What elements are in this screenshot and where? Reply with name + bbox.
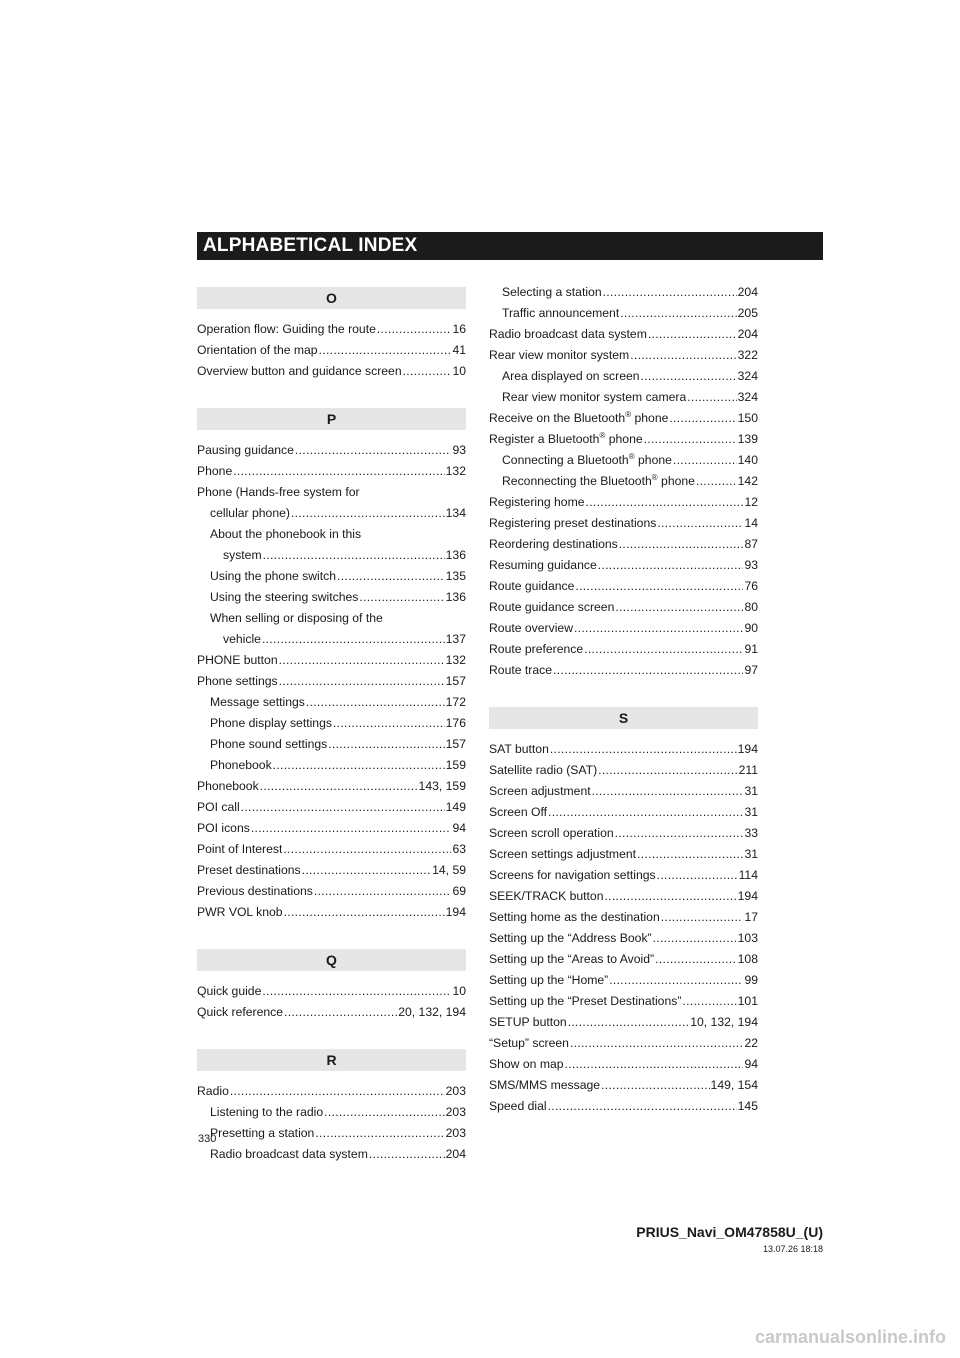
page-ref[interactable]: 150 [737, 411, 758, 425]
index-entry: PWR VOL knob ..... 194 [197, 902, 466, 923]
index-entry: Route preference ..... 91 [489, 639, 758, 660]
index-entry: Receive on the Bluetooth® phone ..... 150 [489, 408, 758, 429]
page-ref[interactable]: 90 [744, 621, 758, 635]
index-subentry: Area displayed on screen ..... 324 [489, 366, 758, 387]
page-ref[interactable]: 204 [737, 285, 758, 299]
page-ref[interactable]: 14, 59 [432, 863, 466, 877]
page-ref[interactable]: 135 [445, 569, 466, 583]
page-ref[interactable]: 99 [744, 973, 758, 987]
page-ref[interactable]: 31 [744, 784, 758, 798]
index-entry: SAT button ..... 194 [489, 739, 758, 760]
page-ref[interactable]: 132 [445, 653, 466, 667]
letter-heading-s: S [489, 707, 758, 729]
page-ref[interactable]: 157 [445, 737, 466, 751]
index-subentry: Using the steering switches ..... 136 [197, 587, 466, 608]
index-entry: POI call ..... 149 [197, 797, 466, 818]
page-number: 330 [198, 1133, 217, 1145]
index-entry: Reordering destinations ..... 87 [489, 534, 758, 555]
index-subentry: Phone display settings ..... 176 [197, 713, 466, 734]
page-ref[interactable]: 80 [744, 600, 758, 614]
index-entry: Preset destinations ..... 14, 59 [197, 860, 466, 881]
right-column [489, 282, 758, 1117]
page-ref[interactable]: 134 [445, 506, 466, 520]
page-ref[interactable]: 204 [737, 327, 758, 341]
page-ref[interactable]: 63 [452, 842, 466, 856]
page-ref[interactable]: 31 [744, 847, 758, 861]
index-entry: Orientation of the map ..... 41 [197, 340, 466, 361]
index-entry: Screen adjustment ..... 31 [489, 781, 758, 802]
watermark: carmanualsonline.info [754, 1327, 946, 1347]
page-ref[interactable]: 20, 132, 194 [398, 1005, 466, 1019]
index-entry: Setting up the “Preset Destinations” ..... 101 [489, 991, 758, 1012]
index-entry: Previous destinations ..... 69 [197, 881, 466, 902]
page-ref[interactable]: 91 [744, 642, 758, 656]
page-ref[interactable]: 103 [737, 931, 758, 945]
index-entry: Quick guide ..... 10 [197, 981, 466, 1002]
page-ref[interactable]: 10 [452, 984, 466, 998]
index-entry: Setting up the “Home” ..... 99 [489, 970, 758, 991]
index-subentry: Using the phone switch ..... 135 [197, 566, 466, 587]
index-entry: Show on map ..... 94 [489, 1054, 758, 1075]
letter-heading-o: O [197, 287, 466, 309]
index-entry: Speed dial ..... 145 [489, 1096, 758, 1117]
page-ref[interactable]: 87 [744, 537, 758, 551]
index-entry: Setting up the “Areas to Avoid” ..... 108 [489, 949, 758, 970]
index-entry: Route guidance ..... 76 [489, 576, 758, 597]
index-subentry: Presetting a station ..... 203 [197, 1123, 466, 1144]
index-subentry: vehicle ..... 137 [197, 629, 466, 650]
index-entry: POI icons ..... 94 [197, 818, 466, 839]
page-ref[interactable]: 139 [737, 432, 758, 446]
index-entry: Registering preset destinations ..... 14 [489, 513, 758, 534]
index-entry: SETUP button ..... 10, 132, 194 [489, 1012, 758, 1033]
page-ref[interactable]: 76 [744, 579, 758, 593]
index-subentry: Connecting a Bluetooth® phone ..... 140 [489, 450, 758, 471]
document-code: PRIUS_Navi_OM47858U_(U) [636, 1224, 823, 1240]
page-ref[interactable]: 137 [445, 632, 466, 646]
page-ref[interactable]: 93 [452, 443, 466, 457]
index-entry: Screen scroll operation ..... 33 [489, 823, 758, 844]
index-subentry-line: About the phonebook in this [210, 527, 362, 541]
page-ref[interactable]: 16 [452, 322, 466, 336]
index-entry: Route guidance screen ..... 80 [489, 597, 758, 618]
index-entry-line: Phone (Hands-free system for [197, 485, 360, 499]
section-header-bar [197, 232, 823, 260]
page-ref[interactable]: 324 [737, 369, 758, 383]
index-subentry: Selecting a station ..... 204 [489, 282, 758, 303]
page-ref[interactable]: 136 [445, 590, 466, 604]
page-ref[interactable]: 33 [744, 826, 758, 840]
index-entry: Radio broadcast data system ..... 204 [489, 324, 758, 345]
page-ref[interactable]: 149 [445, 800, 466, 814]
index-entry: PHONE button ..... 132 [197, 650, 466, 671]
page-ref[interactable]: 204 [445, 1147, 466, 1161]
index-subentry: Message settings ..... 172 [197, 692, 466, 713]
index-entry: Overview button and guidance screen ..... 10 [197, 361, 466, 382]
letter-heading-q: Q [197, 949, 466, 971]
index-entry: Resuming guidance ..... 93 [489, 555, 758, 576]
index-entry: Route overview ..... 90 [489, 618, 758, 639]
page-ref[interactable]: 17 [744, 910, 758, 924]
page-ref[interactable]: 12 [744, 495, 758, 509]
index-entry: Phonebook ..... 143, 159 [197, 776, 466, 797]
page-ref[interactable]: 69 [452, 884, 466, 898]
document-date: 13.07.26 18:18 [762, 1244, 823, 1254]
page-ref[interactable]: 203 [445, 1084, 466, 1098]
page-ref[interactable]: 22 [744, 1036, 758, 1050]
index-entry: Quick reference ..... 20, 132, 194 [197, 1002, 466, 1023]
page-ref[interactable]: 10 [452, 364, 466, 378]
index-subentry: Phonebook ..... 159 [197, 755, 466, 776]
index-entry: Screen settings adjustment ..... 31 [489, 844, 758, 865]
page-ref[interactable]: 149, 154 [710, 1078, 758, 1092]
index-entry: Route trace ..... 97 [489, 660, 758, 681]
page-ref[interactable]: 157 [445, 674, 466, 688]
index-entry: Pausing guidance ..... 93 [197, 440, 466, 461]
section-title: ALPHABETICAL INDEX [203, 235, 418, 256]
page-ref[interactable]: 31 [744, 805, 758, 819]
page-ref[interactable]: 94 [452, 821, 466, 835]
index-entry: Operation flow: Guiding the route ..... 16 [197, 319, 466, 340]
page-ref[interactable]: 172 [445, 695, 466, 709]
page-ref[interactable]: 203 [445, 1105, 466, 1119]
left-column [197, 282, 466, 1165]
index-subentry: Phone sound settings ..... 157 [197, 734, 466, 755]
page-ref[interactable]: 194 [737, 889, 758, 903]
index-entry: Rear view monitor system ..... 322 [489, 345, 758, 366]
index-entry: Satellite radio (SAT) ..... 211 [489, 760, 758, 781]
page-ref[interactable]: 322 [737, 348, 758, 362]
page-ref[interactable]: 205 [737, 306, 758, 320]
page-ref[interactable]: 203 [445, 1126, 466, 1140]
page-ref[interactable]: 194 [445, 905, 466, 919]
letter-heading-r: R [197, 1049, 466, 1071]
page-ref[interactable]: 136 [445, 548, 466, 562]
page-ref[interactable]: 14 [744, 516, 758, 530]
page-ref[interactable]: 211 [738, 763, 758, 777]
index-entry: Radio ..... 203 [197, 1081, 466, 1102]
index-subentry: Radio broadcast data system ..... 204 [197, 1144, 466, 1165]
page-ref[interactable]: 324 [737, 390, 758, 404]
index-entry: Point of Interest ..... 63 [197, 839, 466, 860]
page-ref[interactable]: 176 [445, 716, 466, 730]
index-entry: “Setup” screen ..... 22 [489, 1033, 758, 1054]
index-subentry-line: When selling or disposing of the [210, 611, 383, 625]
index-entry: cellular phone) ..... 134 [197, 503, 466, 524]
index-subentry: Listening to the radio ..... 203 [197, 1102, 466, 1123]
index-entry: Setting home as the destination ..... 17 [489, 907, 758, 928]
page-ref[interactable]: 41 [452, 343, 466, 357]
index-entry: Register a Bluetooth® phone ..... 139 [489, 429, 758, 450]
index-entry: Setting up the “Address Book” ..... 103 [489, 928, 758, 949]
index-entry: Screen Off ..... 31 [489, 802, 758, 823]
index-subentry: system ..... 136 [197, 545, 466, 566]
letter-heading-p: P [197, 408, 466, 430]
page-ref[interactable]: 97 [744, 663, 758, 677]
index-entry: SMS/MMS message ..... 149, 154 [489, 1075, 758, 1096]
index-entry: Phone settings ..... 157 [197, 671, 466, 692]
page-ref[interactable]: 93 [744, 558, 758, 572]
index-entry: Registering home ..... 12 [489, 492, 758, 513]
page-ref[interactable]: 159 [445, 758, 466, 772]
page-ref[interactable]: 143, 159 [418, 779, 466, 793]
page-ref[interactable]: 94 [744, 1057, 758, 1071]
index-entry: Phone ..... 132 [197, 461, 466, 482]
page-ref[interactable]: 114 [738, 868, 758, 882]
page-ref[interactable]: 140 [737, 453, 758, 467]
index-subentry: Traffic announcement ..... 205 [489, 303, 758, 324]
index-entry: Screens for navigation settings ..... 114 [489, 865, 758, 886]
page-ref[interactable]: 142 [737, 474, 758, 488]
page-ref[interactable]: 145 [737, 1099, 758, 1113]
page-ref[interactable]: 194 [737, 742, 758, 756]
page-ref[interactable]: 108 [737, 952, 758, 966]
index-subentry: Rear view monitor system camera ..... 324 [489, 387, 758, 408]
page-ref[interactable]: 101 [737, 994, 758, 1008]
index-subentry: Reconnecting the Bluetooth® phone ..... 142 [489, 471, 758, 492]
page-ref[interactable]: 132 [445, 464, 466, 478]
index-entry: SEEK/TRACK button ..... 194 [489, 886, 758, 907]
page-ref[interactable]: 10, 132, 194 [690, 1015, 758, 1029]
